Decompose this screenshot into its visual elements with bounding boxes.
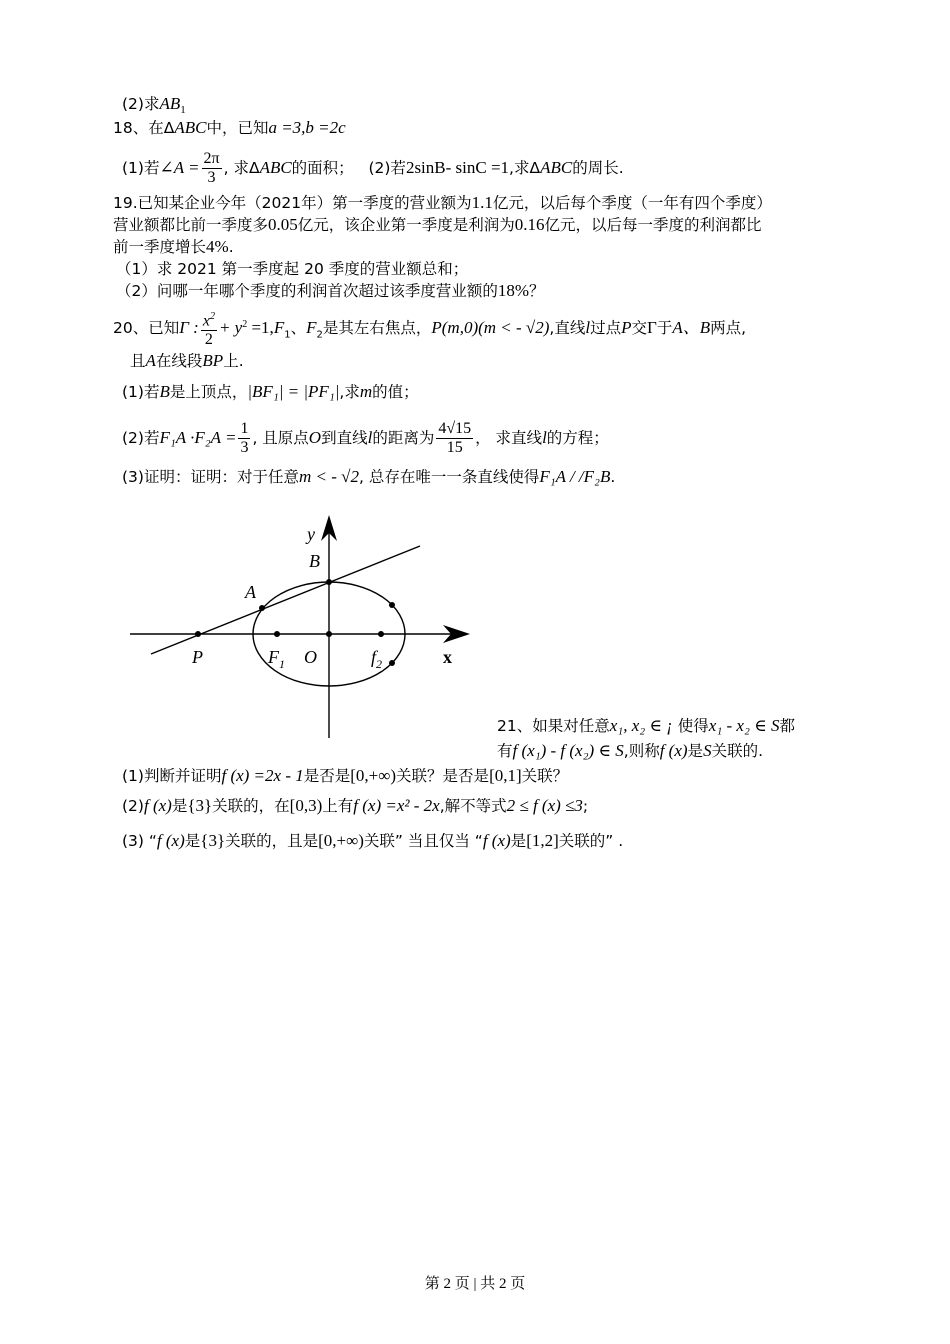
fraction-2pi-3: $\frac{2\pi}{3}$ [203, 150, 220, 186]
label-p: P [192, 647, 203, 667]
line-l [151, 546, 420, 654]
y-label: y [307, 524, 315, 544]
q18-head: 18、在ΔABC中，已知a =3,b =2c [113, 118, 346, 137]
q19-line3: 前一季度增长4%. [113, 237, 234, 256]
q19-part1: （1）求 2021 第一季度起 20 季度的营业额总和； [116, 260, 469, 278]
q18-parts: (1)若∠A = $\frac{2\pi}{3}$ , 求ΔABC的面积； (2)若2sinB- sinC =1,求ΔABC的周长. [122, 150, 624, 186]
q20-head: 20、已知Γ : $\frac{x^2}{2}$ + $y^2 =1,F_1$、$F_2$是其左右焦点，P(m,0)(m < - √2),直线l过点P交Γ于A、B两点, [113, 305, 746, 355]
point-a [259, 605, 265, 611]
label-f2: $f_2$ [371, 647, 383, 671]
q21-line2: 有f (x₁) - f (x₂) ∈ S,则称f (x)是S关联的. [497, 741, 763, 760]
q21-line1: 21、如果对任意x₁, x₂ ∈ ¡ 使得x₁ - x₂ ∈ S都 [497, 716, 795, 735]
point-lower-right [389, 660, 395, 666]
point-upper-right [389, 602, 395, 608]
q20-part3: (3)证明：证明：对于任意m < - √2, 总存在唯一一条直线使得F₁A / /F₂B. [122, 467, 616, 486]
point-b [326, 579, 332, 585]
point-p [195, 631, 201, 637]
label-f1: $F_1$ [268, 647, 285, 671]
q20-part1: (1)若B是上顶点，|BF₁| = |PF₁|,求m的值； [122, 382, 419, 401]
ellipse-figure [125, 513, 475, 743]
label-b: B [309, 551, 320, 571]
point-f1 [274, 631, 280, 637]
q21-part2: (2)f (x)是{3}关联的，在[0,3)上有f (x) =x² - 2x,解不等式2 ≤ f (x) ≤3; [122, 796, 589, 815]
page-footer: 第 2 页 | 共 2 页 [424, 1276, 526, 1292]
point-f2 [378, 631, 384, 637]
q21-part1: (1)判断并证明f (x) =2x - 1是否是[0,+∞)关联？是否是[0,1]关联？ [122, 766, 569, 785]
q19-line1: 19.已知某企业今年（2021年）第一季度的营业额为1.1亿元，以后每个季度（一年有四个季度） [113, 193, 772, 212]
label-a: A [245, 582, 256, 602]
q20-part2: (2)若F₁A ·F₂A = $\frac{1}{3}$ , 且原点O到直线l的距离为 $\frac{4√15}{15}$ ， 求直线l的方程； [122, 420, 609, 456]
q21-part3: (3) “f (x)是{3}关联的，且是[0,+∞)关联” 当且仅当 “f (x)是[1,2]关联的” . [122, 831, 624, 850]
x-label: x [443, 647, 452, 667]
label-o: O [304, 647, 317, 667]
q17-part2: (2)求$AB_1$ [122, 94, 186, 117]
q19-part2: （2）问哪一年哪个季度的利润首次超过该季度营业额的18%？ [116, 281, 545, 300]
point-o [326, 631, 332, 637]
q19-line2: 营业额都比前一季度多0.05亿元，该企业第一季度是利润为0.16亿元，以后每一季度的利润都比 [113, 215, 762, 234]
x-squared: $x^2$ [201, 308, 217, 331]
q20-line2: 且A在线段BP上. [130, 351, 244, 370]
